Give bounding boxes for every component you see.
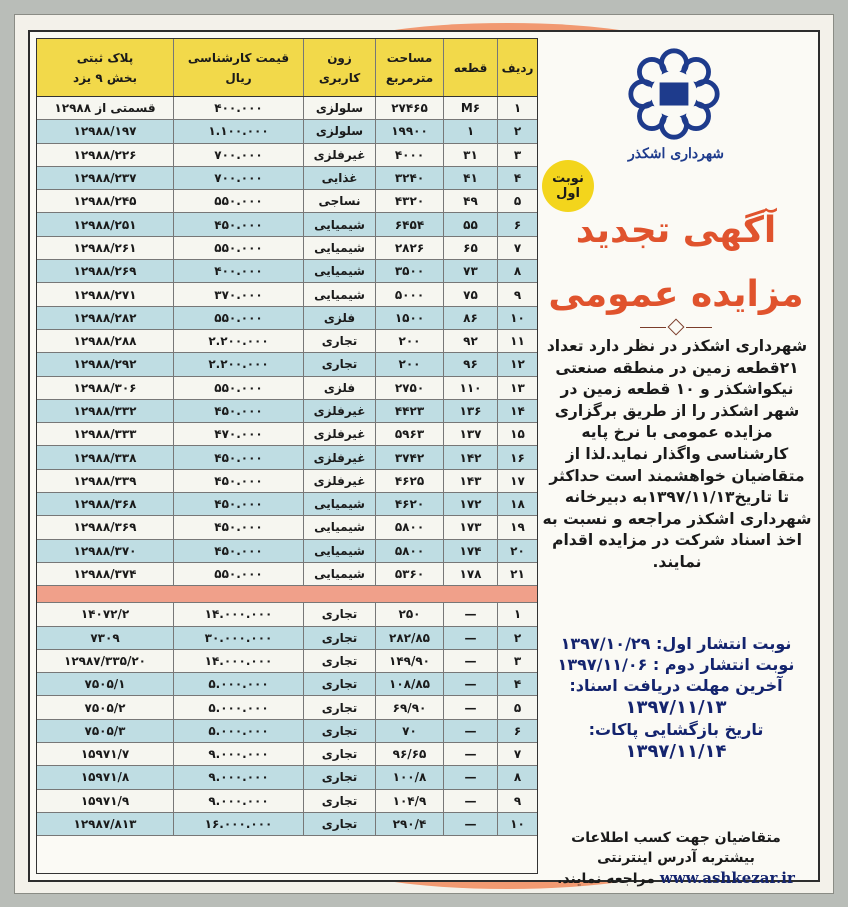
cell-price: ۴۵۰.۰۰۰ bbox=[173, 213, 303, 235]
cell-lot: M۶ bbox=[443, 97, 497, 119]
cell-plate: ۱۴۰۷۲/۲ bbox=[80, 607, 130, 622]
cell-zone: تجاری bbox=[303, 813, 375, 835]
table-row bbox=[37, 603, 537, 626]
cell-lot: ۹۶ bbox=[443, 353, 497, 375]
cell-lot: — bbox=[443, 743, 497, 765]
table-row bbox=[37, 190, 537, 213]
first-publication-badge: نوبت اول bbox=[542, 160, 594, 212]
cell-row-number: ۱۹ bbox=[497, 516, 537, 538]
contact-tail: مراجعه نمایند. bbox=[557, 871, 655, 887]
cell-row-number: ۲۰ bbox=[497, 540, 537, 562]
cell-area: ۱۹۹۰۰ bbox=[375, 120, 443, 142]
cell-price: ۵.۰۰۰.۰۰۰ bbox=[173, 673, 303, 695]
cell-plate: ۱۲۹۸۸/۲۶۱ bbox=[73, 240, 137, 255]
cell-plate: ۱۲۹۸۸/۲۸۲ bbox=[73, 310, 137, 325]
cell-area: ۳۷۴۲ bbox=[375, 446, 443, 468]
cell-lot: ۱۴۲ bbox=[443, 446, 497, 468]
header-row-number: ردیف bbox=[497, 39, 537, 96]
table-row bbox=[37, 673, 537, 696]
cell-row-number: ۹ bbox=[497, 283, 537, 305]
cell-zone: تجاری bbox=[303, 766, 375, 788]
table-row bbox=[37, 563, 537, 586]
cell-zone: تجاری bbox=[303, 353, 375, 375]
cell-plate: ۱۲۹۸۷/۳۳۵/۲۰ bbox=[64, 653, 147, 668]
dates-block bbox=[538, 633, 814, 763]
cell-price: ۷۰۰.۰۰۰ bbox=[173, 144, 303, 166]
cell-area: ۱۴۹/۹۰ bbox=[375, 650, 443, 672]
cell-area: ۷۰ bbox=[375, 720, 443, 742]
cell-price: ۴۵۰.۰۰۰ bbox=[173, 516, 303, 538]
cell-plate: ۱۲۹۸۸/۳۰۶ bbox=[73, 380, 137, 395]
cell-price: ۴۵۰.۰۰۰ bbox=[173, 470, 303, 492]
cell-price: ۵۵۰.۰۰۰ bbox=[173, 237, 303, 259]
cell-plate: ۱۲۹۸۸/۲۸۸ bbox=[73, 334, 137, 349]
cell-price: ۳۰.۰۰۰.۰۰۰ bbox=[173, 627, 303, 649]
cell-lot: ۸۶ bbox=[443, 307, 497, 329]
cell-area: ۲۵۰ bbox=[375, 603, 443, 625]
cell-zone: غذایی bbox=[303, 167, 375, 189]
cell-lot: ۴۹ bbox=[443, 190, 497, 212]
cell-zone: تجاری bbox=[303, 603, 375, 625]
cell-zone: تجاری bbox=[303, 330, 375, 352]
table-row bbox=[37, 493, 537, 516]
cell-price: ۴۵۰.۰۰۰ bbox=[173, 493, 303, 515]
cell-row-number: ۸ bbox=[497, 260, 537, 282]
header-area-text: مساحت مترمربع bbox=[385, 50, 434, 85]
table-row bbox=[37, 330, 537, 353]
table-row bbox=[37, 696, 537, 719]
cell-area: ۲۰۰ bbox=[375, 330, 443, 352]
cell-plate: ۱۲۹۸۸/۳۳۹ bbox=[73, 473, 137, 488]
cell-area: ۲۷۵۰ bbox=[375, 377, 443, 399]
table-row bbox=[37, 307, 537, 330]
cell-row-number: ۶ bbox=[497, 720, 537, 742]
cell-lot: ۱۳۷ bbox=[443, 423, 497, 445]
cell-price: ۱.۱۰۰.۰۰۰ bbox=[173, 120, 303, 142]
cell-area: ۶۴۵۴ bbox=[375, 213, 443, 235]
cell-row-number: ۲ bbox=[497, 627, 537, 649]
info-panel bbox=[538, 38, 814, 887]
cell-lot: ۷۵ bbox=[443, 283, 497, 305]
cell-plate: ۱۲۹۸۸/۳۶۹ bbox=[73, 520, 137, 535]
cell-zone: شیمیایی bbox=[303, 260, 375, 282]
cell-row-number: ۷ bbox=[497, 237, 537, 259]
cell-area: ۲۹۰/۴ bbox=[375, 813, 443, 835]
opening-label: تاریخ بازگشایی پاکات: bbox=[588, 720, 764, 739]
cell-price: ۲.۲۰۰.۰۰۰ bbox=[173, 353, 303, 375]
cell-row-number: ۶ bbox=[497, 213, 537, 235]
cell-row-number: ۱ bbox=[497, 97, 537, 119]
cell-area: ۱۰۰/۸ bbox=[375, 766, 443, 788]
cell-area: ۴۶۲۰ bbox=[375, 493, 443, 515]
divider-line bbox=[640, 327, 666, 328]
cell-price: ۵۵۰.۰۰۰ bbox=[173, 190, 303, 212]
cell-lot: ۱۳۶ bbox=[443, 400, 497, 422]
cell-area: ۵۸۰۰ bbox=[375, 516, 443, 538]
cell-price: ۵۵۰.۰۰۰ bbox=[173, 377, 303, 399]
cell-zone: سلولزی bbox=[303, 97, 375, 119]
cell-zone: غیرفلزی bbox=[303, 446, 375, 468]
cell-zone: سلولزی bbox=[303, 120, 375, 142]
cell-plate: ۱۲۹۸۸/۲۲۶ bbox=[73, 147, 137, 162]
cell-zone: تجاری bbox=[303, 743, 375, 765]
cell-area: ۴۴۲۳ bbox=[375, 400, 443, 422]
cell-area: ۲۷۴۶۵ bbox=[375, 97, 443, 119]
cell-price: ۴۵۰.۰۰۰ bbox=[173, 540, 303, 562]
cell-plate: قسمتی از ۱۲۹۸۸ bbox=[54, 101, 156, 116]
cell-lot: ۵۵ bbox=[443, 213, 497, 235]
cell-zone: غیرفلزی bbox=[303, 423, 375, 445]
table-row bbox=[37, 213, 537, 236]
header-plate bbox=[37, 39, 173, 96]
cell-price: ۹.۰۰۰.۰۰۰ bbox=[173, 790, 303, 812]
table-row bbox=[37, 743, 537, 766]
cell-row-number: ۲ bbox=[497, 120, 537, 142]
cell-row-number: ۱۰ bbox=[497, 813, 537, 835]
cell-area: ۵۳۶۰ bbox=[375, 563, 443, 585]
cell-lot: — bbox=[443, 813, 497, 835]
table-row bbox=[37, 470, 537, 493]
header-price bbox=[173, 39, 303, 96]
table-row bbox=[37, 167, 537, 190]
cell-row-number: ۹ bbox=[497, 790, 537, 812]
contact-line-3 bbox=[538, 868, 814, 889]
cell-price: ۱۴.۰۰۰.۰۰۰ bbox=[173, 650, 303, 672]
cell-lot: — bbox=[443, 790, 497, 812]
table-row bbox=[37, 377, 537, 400]
cell-lot: — bbox=[443, 766, 497, 788]
cell-lot: — bbox=[443, 603, 497, 625]
cell-plate: ۷۵۰۵/۱ bbox=[84, 677, 126, 692]
cell-zone: فلزی bbox=[303, 307, 375, 329]
deadline-value: ۱۳۹۷/۱۱/۱۳ bbox=[625, 697, 727, 718]
cell-row-number: ۴ bbox=[497, 167, 537, 189]
cell-area: ۶۹/۹۰ bbox=[375, 696, 443, 718]
cell-plate: ۱۲۹۸۸/۲۴۵ bbox=[73, 194, 137, 209]
cell-zone: تجاری bbox=[303, 696, 375, 718]
cell-zone: غیرفلزی bbox=[303, 470, 375, 492]
city-lots-group bbox=[37, 603, 537, 836]
cell-price: ۵۵۰.۰۰۰ bbox=[173, 563, 303, 585]
cell-lot: — bbox=[443, 673, 497, 695]
cell-zone: غیرفلزی bbox=[303, 144, 375, 166]
cell-plate: ۷۳۰۹ bbox=[90, 630, 120, 645]
cell-lot: ۱۷۳ bbox=[443, 516, 497, 538]
cell-lot: ۷۳ bbox=[443, 260, 497, 282]
municipality-logo-icon bbox=[626, 46, 722, 142]
cell-row-number: ۱۶ bbox=[497, 446, 537, 468]
cell-lot: ۱۴۳ bbox=[443, 470, 497, 492]
cell-row-number: ۱۷ bbox=[497, 470, 537, 492]
cell-plate: ۱۵۹۷۱/۹ bbox=[80, 793, 130, 808]
cell-area: ۲۸۲/۸۵ bbox=[375, 627, 443, 649]
table-row bbox=[37, 650, 537, 673]
cell-zone: شیمیایی bbox=[303, 237, 375, 259]
cell-zone: شیمیایی bbox=[303, 563, 375, 585]
cell-area: ۲۸۲۶ bbox=[375, 237, 443, 259]
cell-zone: نساجی bbox=[303, 190, 375, 212]
cell-area: ۴۰۰۰ bbox=[375, 144, 443, 166]
cell-zone: تجاری bbox=[303, 720, 375, 742]
cell-price: ۵.۰۰۰.۰۰۰ bbox=[173, 696, 303, 718]
deadline-label: آخرین مهلت دریافت اسناد: bbox=[569, 676, 783, 695]
opening-value: ۱۳۹۷/۱۱/۱۴ bbox=[625, 741, 727, 762]
cell-price: ۱۴.۰۰۰.۰۰۰ bbox=[173, 603, 303, 625]
cell-price: ۲.۲۰۰.۰۰۰ bbox=[173, 330, 303, 352]
cell-lot: ۱ bbox=[443, 120, 497, 142]
cell-area: ۱۵۰۰ bbox=[375, 307, 443, 329]
cell-area: ۵۰۰۰ bbox=[375, 283, 443, 305]
cell-zone: تجاری bbox=[303, 627, 375, 649]
cell-plate: ۱۲۹۸۸/۳۷۰ bbox=[73, 543, 137, 558]
first-publication-date: نوبت انتشار اول: ۱۳۹۷/۱۰/۲۹ bbox=[560, 634, 792, 653]
table-row bbox=[37, 627, 537, 650]
divider-line bbox=[686, 327, 712, 328]
cell-area: ۴۳۲۰ bbox=[375, 190, 443, 212]
cell-row-number: ۳ bbox=[497, 144, 537, 166]
cell-row-number: ۱۰ bbox=[497, 307, 537, 329]
table-row bbox=[37, 790, 537, 813]
table-row bbox=[37, 120, 537, 143]
cell-price: ۵.۰۰۰.۰۰۰ bbox=[173, 720, 303, 742]
table-row bbox=[37, 283, 537, 306]
cell-zone: تجاری bbox=[303, 790, 375, 812]
cell-row-number: ۸ bbox=[497, 766, 537, 788]
cell-lot: ۴۱ bbox=[443, 167, 497, 189]
cell-zone: فلزی bbox=[303, 377, 375, 399]
table-row bbox=[37, 260, 537, 283]
table-row bbox=[37, 144, 537, 167]
cell-row-number: ۱۴ bbox=[497, 400, 537, 422]
cell-zone: غیرفلزی bbox=[303, 400, 375, 422]
header-price-text: قیمت کارشناسی ریال bbox=[187, 50, 290, 85]
cell-plate: ۱۵۹۷۱/۸ bbox=[80, 770, 130, 785]
ornament-divider bbox=[638, 321, 714, 333]
header-plate-text: پلاک ثبتی بخش ۹ یزد bbox=[73, 50, 137, 85]
table-row bbox=[37, 813, 537, 836]
cell-zone: شیمیایی bbox=[303, 516, 375, 538]
cell-lot: — bbox=[443, 627, 497, 649]
cell-area: ۲۰۰ bbox=[375, 353, 443, 375]
cell-plate: ۱۲۹۸۸/۳۳۳ bbox=[73, 427, 137, 442]
cell-price: ۱۶.۰۰۰.۰۰۰ bbox=[173, 813, 303, 835]
title-line-2: مزایده عمومی bbox=[548, 274, 804, 315]
website-link[interactable]: www.ashkezar.ir bbox=[659, 869, 795, 887]
cell-price: ۳۷۰.۰۰۰ bbox=[173, 283, 303, 305]
cell-lot: ۹۲ bbox=[443, 330, 497, 352]
cell-price: ۴۵۰.۰۰۰ bbox=[173, 400, 303, 422]
cell-plate: ۱۲۹۸۸/۳۷۴ bbox=[73, 567, 137, 582]
header-zone bbox=[303, 39, 375, 96]
second-publication-date: نوبت انتشار دوم : ۱۳۹۷/۱۱/۰۶ bbox=[557, 655, 795, 674]
cell-area: ۵۸۰۰ bbox=[375, 540, 443, 562]
cell-zone: تجاری bbox=[303, 673, 375, 695]
contact-block bbox=[538, 828, 814, 889]
header-lot: قطعه bbox=[443, 39, 497, 96]
cell-lot: ۱۱۰ bbox=[443, 377, 497, 399]
cell-price: ۷۰۰.۰۰۰ bbox=[173, 167, 303, 189]
table-row bbox=[37, 400, 537, 423]
cell-plate: ۱۲۹۸۸/۲۶۹ bbox=[73, 264, 137, 279]
cell-zone: شیمیایی bbox=[303, 493, 375, 515]
header-zone-text: زون کاربری bbox=[318, 50, 361, 85]
table-row bbox=[37, 516, 537, 539]
table-row bbox=[37, 97, 537, 120]
cell-lot: — bbox=[443, 720, 497, 742]
auction-table bbox=[36, 38, 538, 874]
cell-lot: ۱۷۴ bbox=[443, 540, 497, 562]
group-separator bbox=[37, 586, 537, 603]
cell-price: ۵۵۰.۰۰۰ bbox=[173, 307, 303, 329]
contact-line-1: متقاضیان جهت کسب اطلاعات bbox=[571, 830, 781, 846]
table-row bbox=[37, 446, 537, 469]
cell-lot: ۱۷۸ bbox=[443, 563, 497, 585]
cell-area: ۳۵۰۰ bbox=[375, 260, 443, 282]
cell-area: ۴۶۲۵ bbox=[375, 470, 443, 492]
cell-plate: ۱۲۹۸۷/۸۱۳ bbox=[73, 817, 137, 832]
cell-price: ۴۵۰.۰۰۰ bbox=[173, 446, 303, 468]
announcement-body: شهرداری اشکذر در نظر دارد تعداد ۲۱قطعه زمین در منطقه صنعتی نیکواشکذر و ۱۰ قطعه زمین در شهر اشکذر را از طریق برگزاری مزایده عمومی با نرخ پایه کارشناسی واگذار نماید.لذا از متقاضیان خواهشمند است حداکثر تا تاریخ۱۳۹۷/۱۱/۱۳به دبیرخانه شهرداری اشکذر مراجعه و نسبت به اخذ اسناد شرکت در مزایده اقدام نمایند. bbox=[542, 337, 812, 571]
cell-plate: ۱۲۹۸۸/۲۳۷ bbox=[73, 171, 137, 186]
organization-name: شهرداری اشکذر bbox=[627, 146, 725, 162]
cell-area: ۳۲۴۰ bbox=[375, 167, 443, 189]
table-row bbox=[37, 423, 537, 446]
cell-price: ۴۰۰.۰۰۰ bbox=[173, 97, 303, 119]
cell-row-number: ۳ bbox=[497, 650, 537, 672]
table-header bbox=[37, 39, 537, 97]
cell-zone: تجاری bbox=[303, 650, 375, 672]
cell-row-number: ۵ bbox=[497, 190, 537, 212]
cell-plate: ۱۵۹۷۱/۷ bbox=[80, 747, 130, 762]
table-row bbox=[37, 540, 537, 563]
cell-lot: ۱۷۲ bbox=[443, 493, 497, 515]
cell-row-number: ۱ bbox=[497, 603, 537, 625]
cell-lot: — bbox=[443, 650, 497, 672]
cell-row-number: ۱۲ bbox=[497, 353, 537, 375]
cell-plate: ۱۲۹۸۸/۳۳۸ bbox=[73, 450, 137, 465]
cell-lot: ۳۱ bbox=[443, 144, 497, 166]
cell-plate: ۷۵۰۵/۲ bbox=[84, 700, 126, 715]
cell-row-number: ۲۱ bbox=[497, 563, 537, 585]
cell-row-number: ۷ bbox=[497, 743, 537, 765]
cell-plate: ۱۲۹۸۸/۲۷۱ bbox=[73, 287, 137, 302]
cell-area: ۵۹۶۳ bbox=[375, 423, 443, 445]
table-row bbox=[37, 237, 537, 260]
cell-price: ۴۰۰.۰۰۰ bbox=[173, 260, 303, 282]
title-line-1: آگهی تجدید bbox=[575, 210, 777, 251]
cell-lot: — bbox=[443, 696, 497, 718]
cell-area: ۹۶/۶۵ bbox=[375, 743, 443, 765]
cell-lot: ۶۵ bbox=[443, 237, 497, 259]
cell-zone: شیمیایی bbox=[303, 540, 375, 562]
table-row bbox=[37, 766, 537, 789]
contact-line-2: بیشتربه آدرس اینترنتی bbox=[597, 850, 755, 866]
cell-plate: ۱۲۹۸۸/۳۶۸ bbox=[73, 497, 137, 512]
header-area bbox=[375, 39, 443, 96]
cell-row-number: ۵ bbox=[497, 696, 537, 718]
cell-plate: ۱۲۹۸۸/۲۵۱ bbox=[73, 217, 137, 232]
cell-plate: ۱۲۹۸۸/۳۳۲ bbox=[73, 404, 137, 418]
cell-plate: ۱۲۹۸۸/۱۹۷ bbox=[73, 124, 137, 139]
cell-zone: شیمیایی bbox=[303, 283, 375, 305]
cell-row-number: ۱۵ bbox=[497, 423, 537, 445]
cell-plate: ۱۲۹۸۸/۲۹۲ bbox=[73, 357, 137, 372]
cell-price: ۹.۰۰۰.۰۰۰ bbox=[173, 766, 303, 788]
cell-zone: شیمیایی bbox=[303, 213, 375, 235]
cell-row-number: ۴ bbox=[497, 673, 537, 695]
divider-knot-icon bbox=[668, 319, 685, 336]
cell-row-number: ۱۳ bbox=[497, 377, 537, 399]
table-row bbox=[37, 353, 537, 376]
cell-plate: ۷۵۰۵/۳ bbox=[84, 723, 126, 738]
table-row bbox=[37, 720, 537, 743]
industrial-lots-group bbox=[37, 97, 537, 586]
cell-price: ۹.۰۰۰.۰۰۰ bbox=[173, 743, 303, 765]
cell-price: ۴۷۰.۰۰۰ bbox=[173, 423, 303, 445]
cell-row-number: ۱۸ bbox=[497, 493, 537, 515]
cell-area: ۱۰۴/۹ bbox=[375, 790, 443, 812]
cell-area: ۱۰۸/۸۵ bbox=[375, 673, 443, 695]
cell-row-number: ۱۱ bbox=[497, 330, 537, 352]
